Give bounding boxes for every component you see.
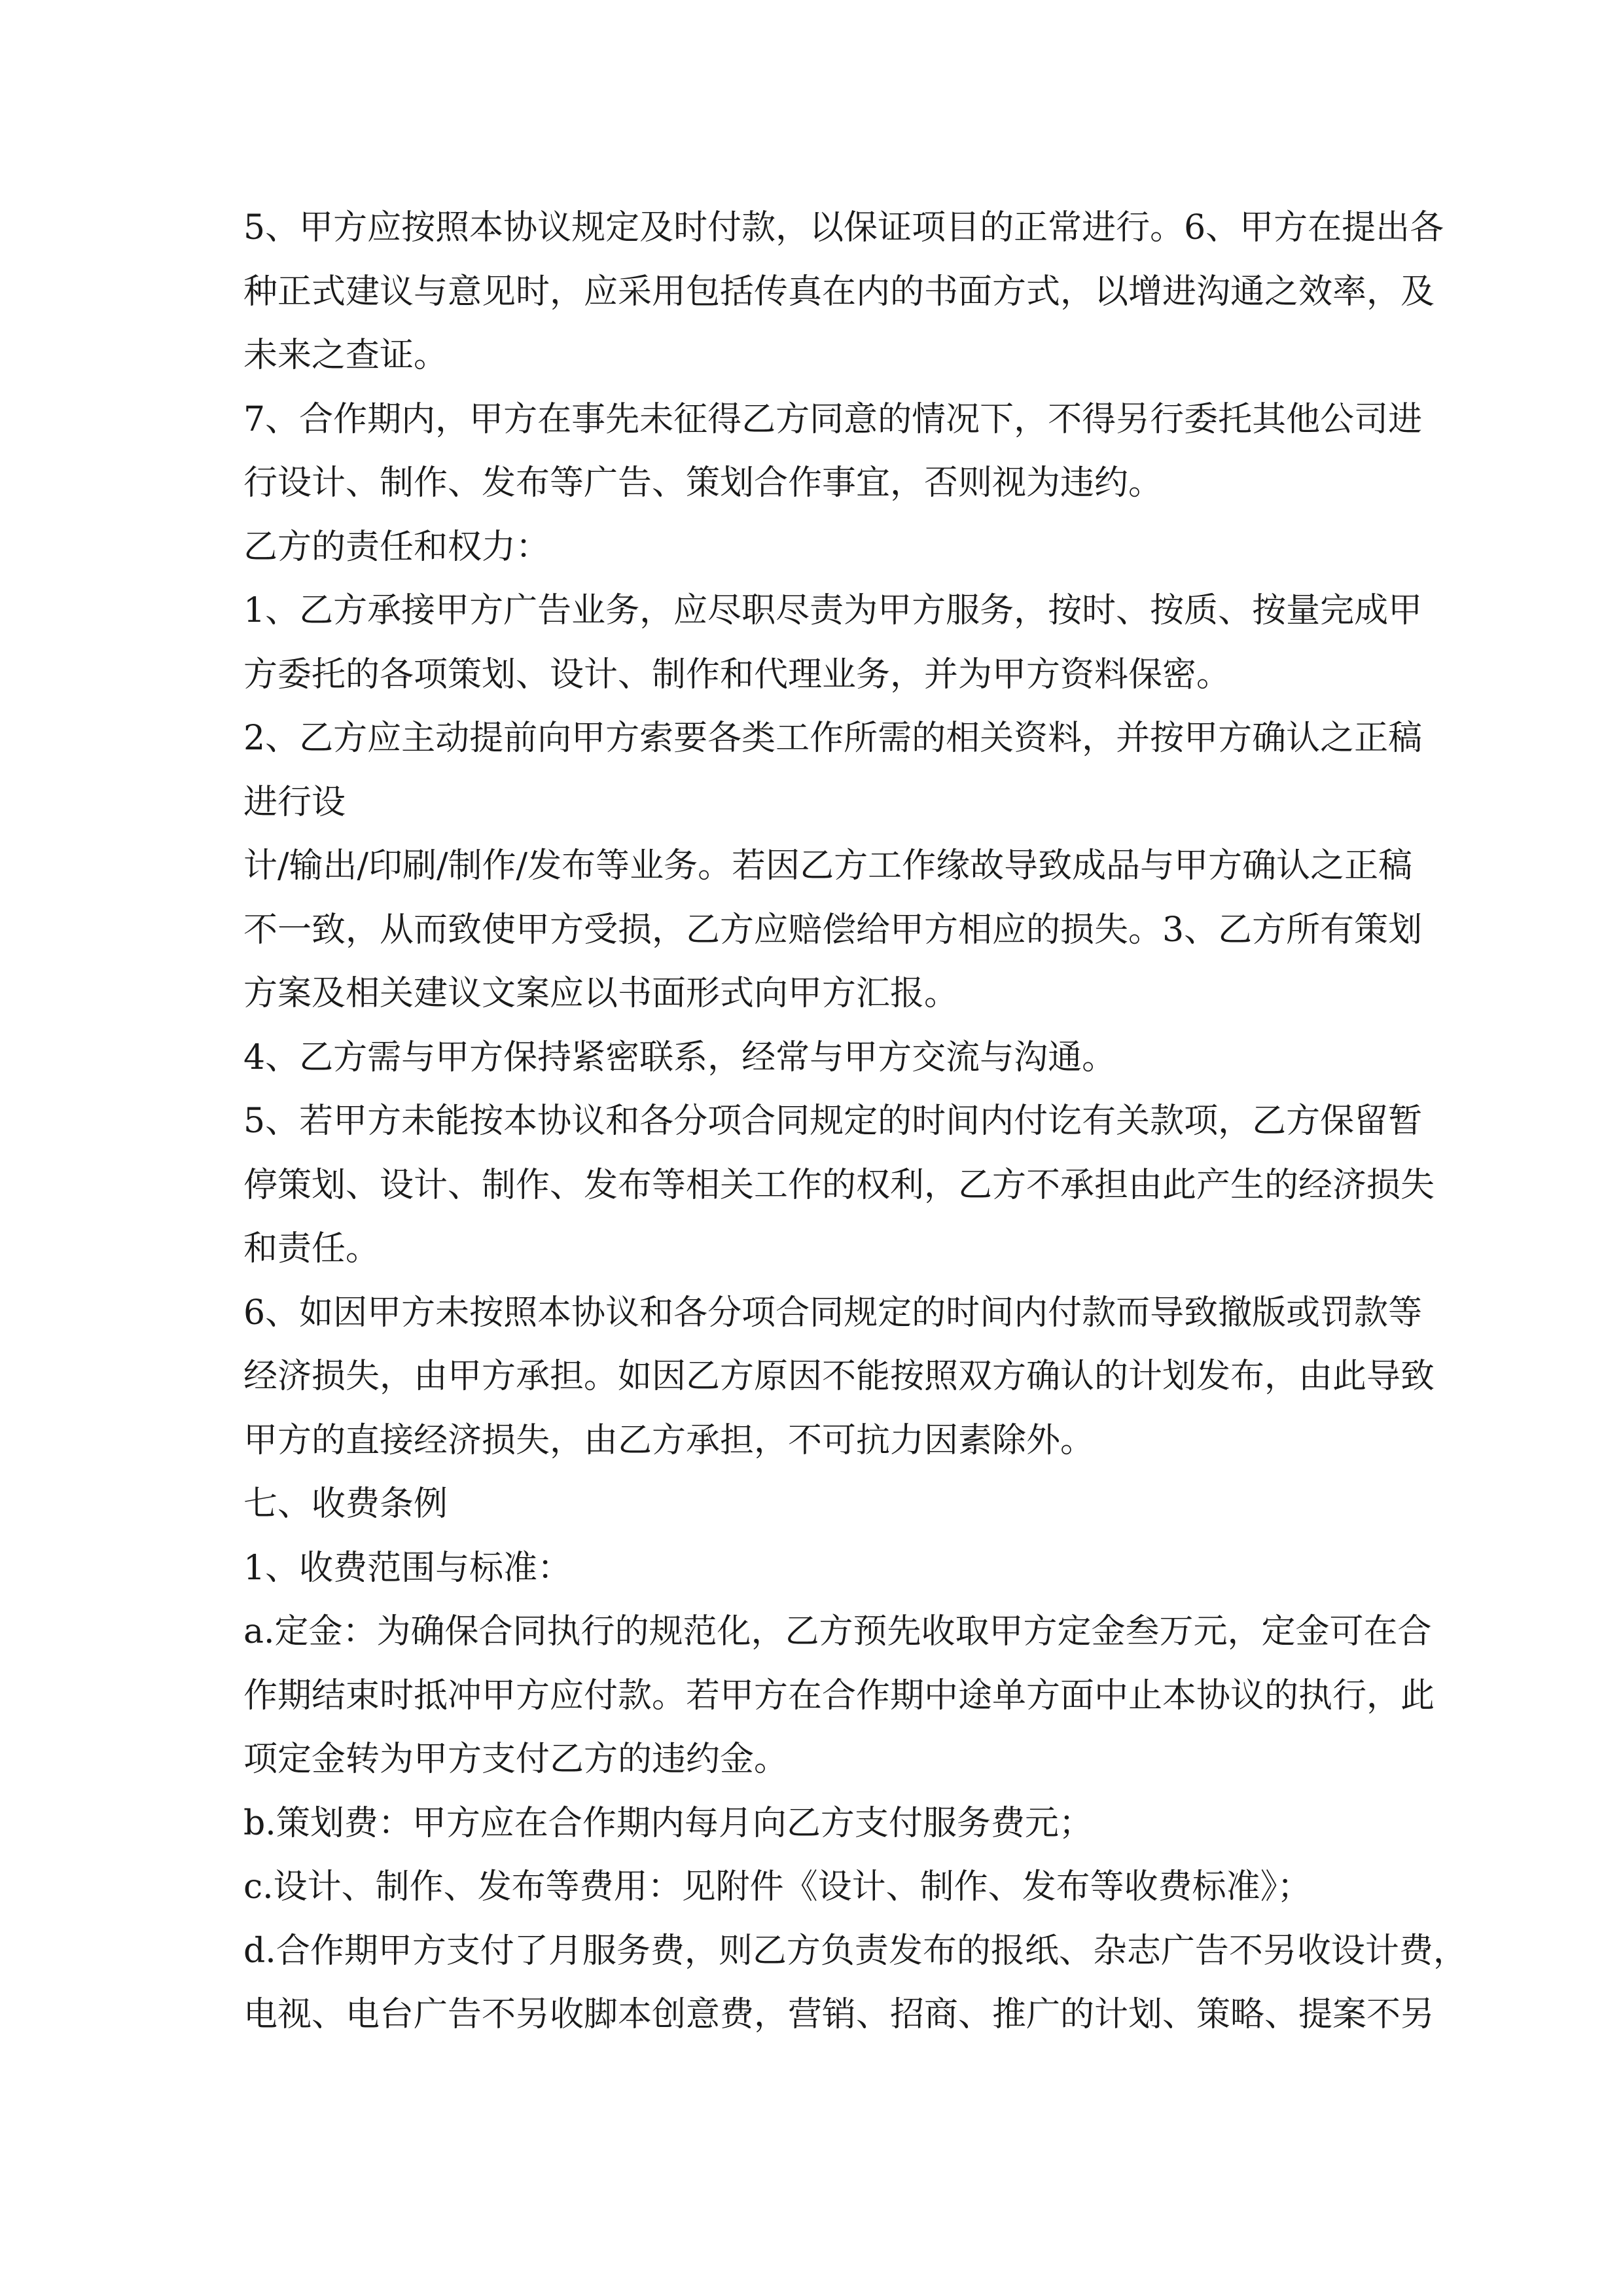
text-line: 计/输出/印刷/制作/发布等业务。若因乙方工作缘故导致成品与甲方确认之正稿	[243, 846, 1413, 886]
text-line: 未来之查证。	[243, 336, 448, 375]
text-line: 停策划、设计、制作、发布等相关工作的权利，乙方不承担由此产生的经济损失	[243, 1165, 1435, 1205]
text-line: 1、乙方承接甲方广告业务，应尽职尽责为甲方服务，按时、按质、按量完成甲	[243, 591, 1423, 630]
text-line: c.设计、制作、发布等费用：见附件《设计、制作、发布等收费标准》；	[243, 1867, 1311, 1907]
text-line: b.策划费：甲方应在合作期内每月向乙方支付服务费元；	[243, 1803, 1093, 1843]
text-line: 进行设	[243, 782, 346, 822]
text-line: 6、如因甲方未按照本协议和各分项合同规定的时间内付款而导致撤版或罚款等	[243, 1293, 1423, 1333]
text-line: 和责任。	[243, 1229, 380, 1268]
text-line: 作期结束时抵冲甲方应付款。若甲方在合作期中途单方面中止本协议的执行，此	[243, 1676, 1435, 1715]
text-line: 项定金转为甲方支付乙方的违约金。	[243, 1740, 789, 1779]
text-line: 乙方的责任和权力：	[243, 527, 550, 567]
text-line: 种正式建议与意见时，应采用包括传真在内的书面方式，以增进沟通之效率，及	[243, 272, 1435, 312]
text-line: 2、乙方应主动提前向甲方索要各类工作所需的相关资料，并按甲方确认之正稿	[243, 719, 1423, 758]
text-line: 甲方的直接经济损失，由乙方承担，不可抗力因素除外。	[243, 1420, 1095, 1460]
text-line: d.合作期甲方支付了月服务费，则乙方负责发布的报纸、杂志广告不另收设计费，	[243, 1931, 1467, 1971]
text-line: 5、若甲方未能按本协议和各分项合同规定的时间内付讫有关款项，乙方保留暂	[243, 1102, 1423, 1141]
text-line: 电视、电台广告不另收脚本创意费，营销、招商、推广的计划、策略、提案不另	[243, 1995, 1435, 2034]
text-line: 4、乙方需与甲方保持紧密联系，经常与甲方交流与沟通。	[243, 1037, 1116, 1077]
document-body	[243, 196, 1467, 2047]
text-line: 不一致，从而致使甲方受损，乙方应赔偿给甲方相应的损失。3、乙方所有策划	[243, 910, 1423, 950]
text-line: 经济损失，由甲方承担。如因乙方原因不能按照双方确认的计划发布，由此导致	[243, 1357, 1435, 1396]
text-line: 行设计、制作、发布等广告、策划合作事宜，否则视为违约。	[243, 463, 1163, 503]
text-line: 5、甲方应按照本协议规定及时付款，以保证项目的正常进行。6、甲方在提出各	[243, 208, 1444, 247]
text-line: a.定金：为确保合同执行的规范化，乙方预先收取甲方定金叁万元，定金可在合	[243, 1612, 1432, 1651]
text-line: 1、收费范围与标准：	[243, 1548, 572, 1588]
text-line: 方案及相关建议文案应以书面形式向甲方汇报。	[243, 974, 959, 1013]
text-line: 七、收费条例	[243, 1484, 448, 1524]
text-line: 方委托的各项策划、设计、制作和代理业务，并为甲方资料保密。	[243, 655, 1231, 694]
text-line: 7、合作期内，甲方在事先未征得乙方同意的情况下，不得另行委托其他公司进	[243, 399, 1423, 439]
